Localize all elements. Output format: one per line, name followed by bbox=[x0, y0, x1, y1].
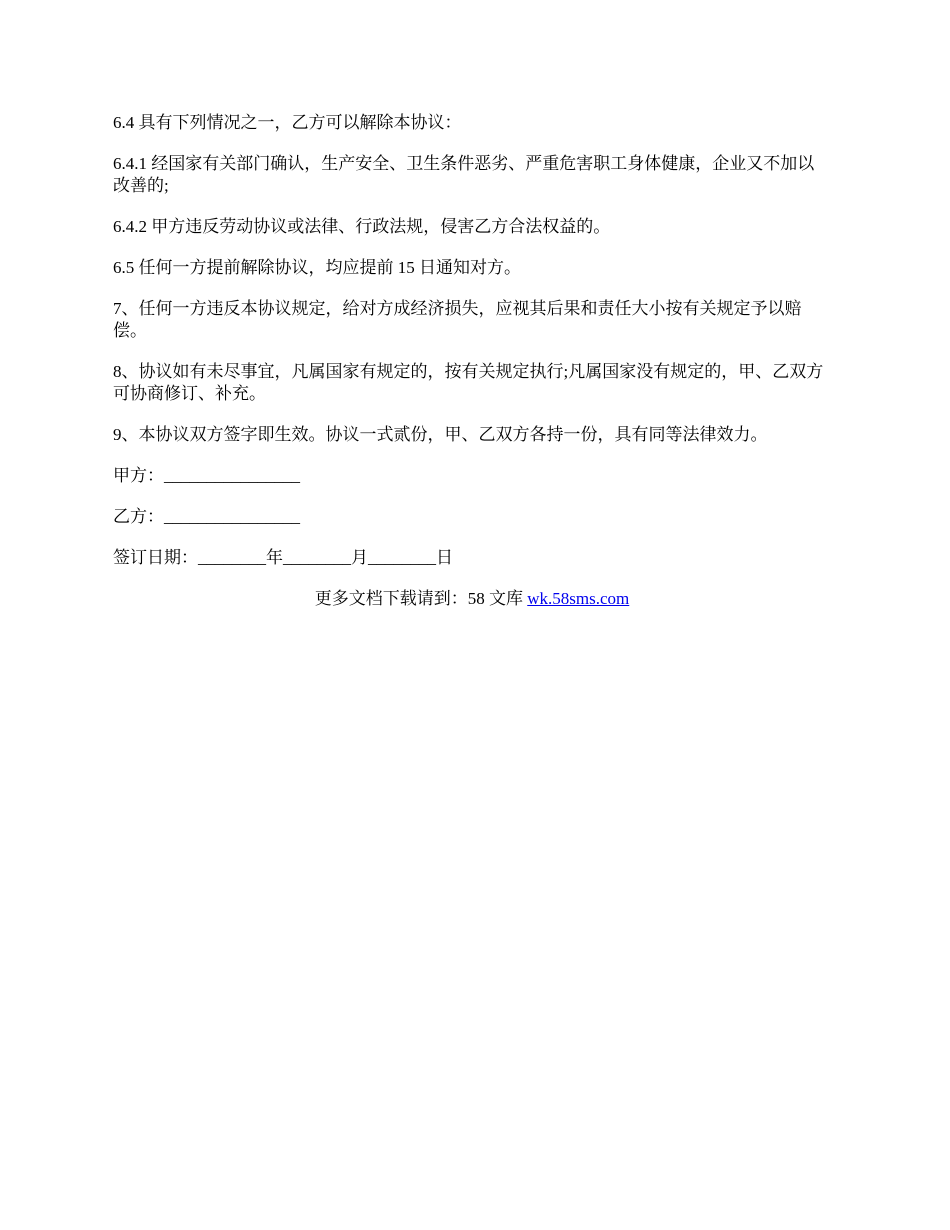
footer-text: 更多文档下载请到：58 文库 bbox=[314, 589, 528, 608]
clause-6-5: 6.5 任何一方提前解除协议，均应提前 15 日通知对方。 bbox=[113, 258, 521, 277]
clause-9: 9、本协议双方签字即生效。协议一式贰份，甲、乙双方各持一份，具有同等法律效力。 bbox=[113, 425, 768, 444]
download-footer bbox=[113, 588, 831, 610]
party-a-signature-line: 甲方：________________ bbox=[113, 466, 300, 485]
document-body bbox=[113, 112, 831, 610]
sign-date-line: 签订日期：________年________月________日 bbox=[113, 548, 453, 567]
clause-6-4: 6.4 具有下列情况之一，乙方可以解除本协议： bbox=[113, 113, 462, 132]
clause-8: 8、协议如有未尽事宜，凡属国家有规定的，按有关规定执行;凡属国家没有规定的，甲、乙双方可协商修订、补充。 bbox=[113, 362, 824, 403]
party-b-signature-line: 乙方：________________ bbox=[113, 507, 300, 526]
footer-link[interactable]: wk.58sms.com bbox=[527, 589, 630, 608]
clause-6-4-2: 6.4.2 甲方违反劳动协议或法律、行政法规，侵害乙方合法权益的。 bbox=[113, 217, 611, 236]
clause-7: 7、任何一方违反本协议规定，给对方成经济损失，应视其后果和责任大小按有关规定予以赔偿。 bbox=[113, 299, 802, 340]
clause-6-4-1: 6.4.1 经国家有关部门确认，生产安全、卫生条件恶劣、严重危害职工身体健康，企业又不加以改善的; bbox=[113, 154, 815, 195]
